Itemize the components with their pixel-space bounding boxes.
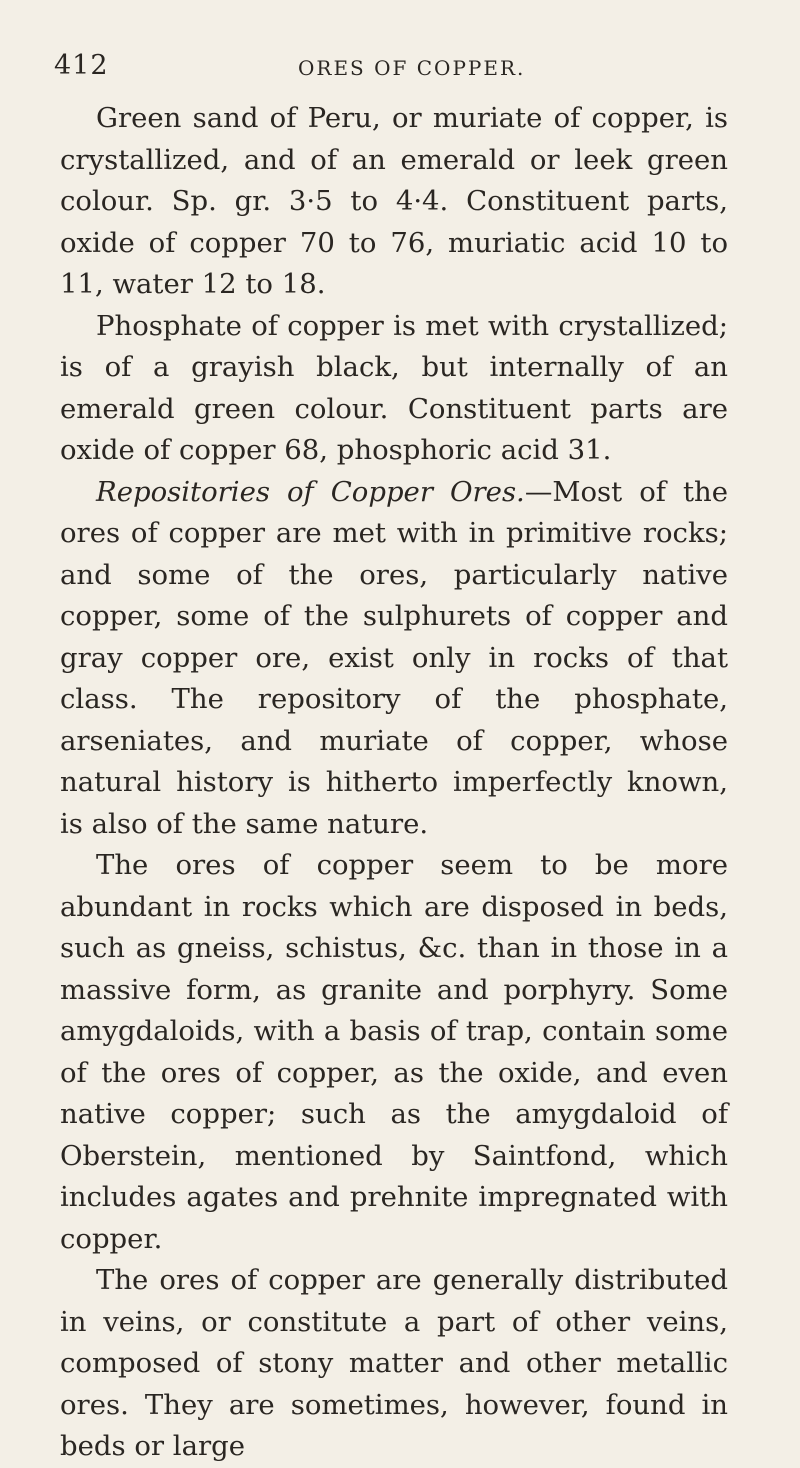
paragraph-text: —Most of the ores of copper are met with in primitive rocks; and some of the ores, particularly native copper, some of the sulphurets of copper and gray copper ore, exist only in rocks of that class. The repository of the phosphate, arseniates, and muriate of copper, whose natural history is hitherto imperfectly known, is also of the same nature. (60, 475, 728, 840)
paragraph-text: Green sand of Peru, or muriate of copper, is crystallized, and of an emerald or leek green colour. Sp. gr. 3·5 to 4·4. Constituent parts, oxide of copper 70 to 76, muriatic acid 10 to 11, water 12 to 18. (60, 102, 728, 300)
body-text (60, 98, 728, 1468)
paragraph-muriate (60, 98, 728, 306)
paragraph-text: Phosphate of copper is met with crystallized; is of a grayish black, but internally of an emerald green colour. Constituent parts are oxide of copper 68, phosphoric acid 31. (60, 309, 728, 466)
running-title: ORES OF COPPER. (298, 56, 526, 80)
page-header (54, 50, 754, 90)
section-lead: Repositories of Copper Ores. (96, 475, 525, 508)
paragraph-beds (60, 845, 728, 1260)
paragraph-repositories (60, 472, 728, 846)
paragraph-veins (60, 1260, 728, 1468)
page-number: 412 (54, 50, 109, 81)
paragraph-text: The ores of copper seem to be more abundant in rocks which are disposed in beds, such as gneiss, schistus, &c. than in those in a massive form, as granite and porphyry. Some amygdaloids, with a basis of trap, contain some of the ores of copper, as the oxide, and even native copper; such as the amygdaloid of Oberstein, mentioned by Saintfond, which includes agates and prehnite impregnated with copper. (60, 849, 728, 1255)
paragraph-text: The ores of copper are generally distributed in veins, or constitute a part of other veins, composed of stony matter and other metallic ores. They are sometimes, however, found in beds or large (60, 1264, 728, 1462)
paragraph-phosphate (60, 306, 728, 472)
